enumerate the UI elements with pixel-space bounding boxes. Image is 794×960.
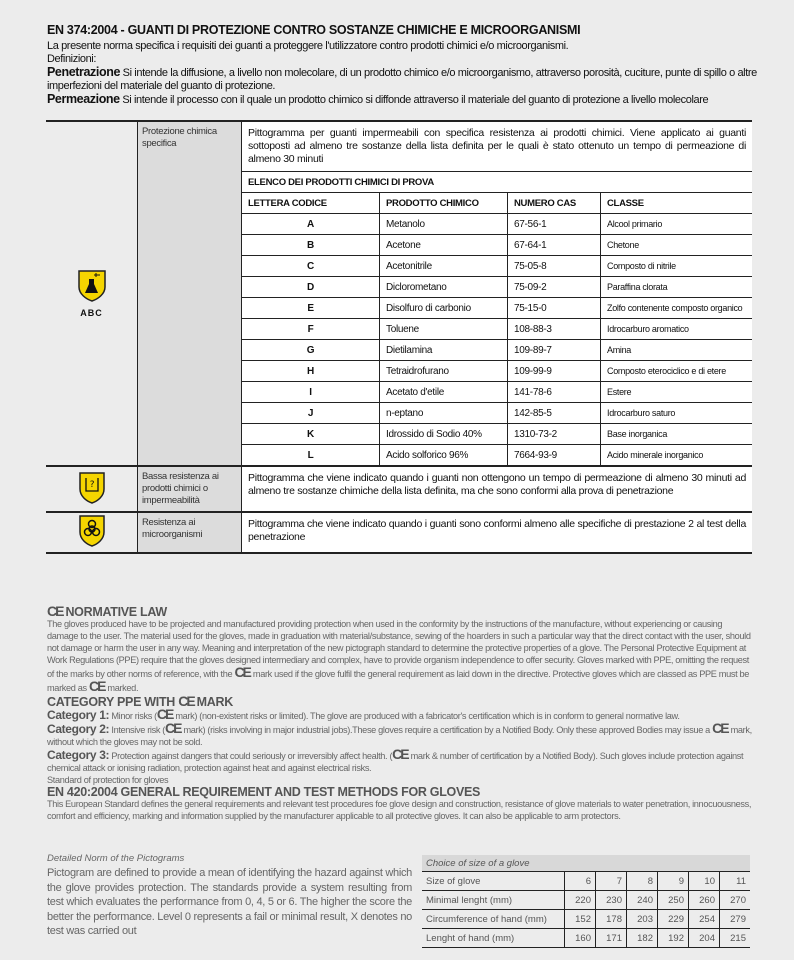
biohazard-shield-icon bbox=[78, 514, 106, 548]
chemical-name: Acetone bbox=[380, 235, 508, 256]
chemical-class: Estere bbox=[601, 382, 753, 403]
size-table-caption: Choice of size of a glove bbox=[422, 855, 750, 872]
chemical-name: Toluene bbox=[380, 319, 508, 340]
size-value: 230 bbox=[596, 891, 627, 910]
pictogram-row-microorganisms bbox=[46, 512, 752, 553]
category-label: Category 3: bbox=[47, 748, 110, 762]
size-value: 8 bbox=[627, 872, 658, 891]
size-row bbox=[422, 872, 750, 891]
en420-title: EN 420:2004 GENERAL REQUIREMENT AND TEST METHODS FOR GLOVES bbox=[47, 785, 481, 799]
code-letter: I bbox=[242, 382, 380, 403]
svg-text:?: ? bbox=[89, 479, 94, 490]
code-letter: J bbox=[242, 403, 380, 424]
chemical-name: n-eptano bbox=[380, 403, 508, 424]
cas-number: 142-85-5 bbox=[508, 403, 601, 424]
ce-mark-icon: CE bbox=[712, 720, 728, 736]
pictogram-description: Pittogramma che viene indicato quando i guanti sono conformi almeno alle specifiche di prestazione 2 al test della penetrazione bbox=[242, 512, 753, 553]
column-header: NUMERO CAS bbox=[508, 193, 601, 214]
normative-text-part: marked. bbox=[107, 683, 139, 693]
code-letter: B bbox=[242, 235, 380, 256]
chemical-row bbox=[242, 298, 752, 319]
normative-text bbox=[47, 618, 752, 694]
size-value: 204 bbox=[689, 929, 720, 948]
ce-mark-icon: CE bbox=[156, 706, 173, 722]
detail-section bbox=[47, 853, 412, 939]
pictogram-cell bbox=[46, 121, 138, 466]
size-value: 152 bbox=[565, 910, 596, 929]
normative-section bbox=[47, 605, 752, 822]
size-value: 250 bbox=[658, 891, 689, 910]
cas-number: 109-89-7 bbox=[508, 340, 601, 361]
size-value: 215 bbox=[720, 929, 751, 948]
size-value: 254 bbox=[689, 910, 720, 929]
definition-text: Si intende la diffusione, a livello non molecolare, di un prodotto chimico e/o microorganismo, attraverso porosità, cuciture, punte di spillo o altre imperfezioni del materiale del guanto di protezione. bbox=[47, 67, 757, 92]
size-value: 7 bbox=[596, 872, 627, 891]
size-value: 6 bbox=[565, 872, 596, 891]
column-header: CLASSE bbox=[601, 193, 753, 214]
chemical-name: Acetonitrile bbox=[380, 256, 508, 277]
ce-mark-icon: CE bbox=[234, 664, 250, 680]
pictogram-description: Pittogramma che viene indicato quando i guanti non ottengono un tempo di permeazione di almeno 30 minuti ad almeno tre sostanze chimiche della lista definita, ma che sono conformi alla prova di penetrazione bbox=[242, 466, 753, 512]
chemical-class: Paraffina clorata bbox=[601, 277, 753, 298]
chemical-class: Amina bbox=[601, 340, 753, 361]
size-value: 270 bbox=[720, 891, 751, 910]
beaker-question-shield-icon bbox=[78, 471, 106, 505]
chemical-name: Acido solforico 96% bbox=[380, 445, 508, 466]
size-value: 10 bbox=[689, 872, 720, 891]
category-title-text: MARK bbox=[196, 695, 233, 709]
definition-term: Permeazione bbox=[47, 92, 120, 106]
normative-text-part: mark used if the glove fulfil the general requirement as laid down in the directive. Protective gloves which are classed as PPE must be marked as bbox=[47, 669, 750, 693]
code-letter: K bbox=[242, 424, 380, 445]
pictogram-content bbox=[242, 121, 753, 466]
size-row bbox=[422, 910, 750, 929]
size-value: 178 bbox=[596, 910, 627, 929]
detail-title: Detailed Norm of the Pictograms bbox=[47, 853, 185, 864]
cas-number: 109-99-9 bbox=[508, 361, 601, 382]
chemical-row bbox=[242, 403, 752, 424]
normative-text-part: The gloves produced have to be projected and manufactured providing protection when used in the conformity by the instructions of the manufacture, without experiencing or causing damage to the user. The material used for the gloves, made in graduation with material/substance, sewing of the hoarders in such a particular way that the direct contact with the user, should not damage or harm the user in any way. Meaning and interpretation of the new pictograph standard to determine the protective properties of a glove. The Personal Protective Equipment at Work Regulations (PPE) require that the gloves designed intermediary and complex, have to provide organism independence to offer security. Gloves marked with PPE, omitting the request of the marks by other norms of reference, with the bbox=[47, 619, 751, 679]
pictogram-code-label: ABC bbox=[80, 308, 103, 318]
category-text: mark) (risks involving in major industrial jobs).These gloves require a certification by a Notified Body. Only these approved Bodies may issue a bbox=[183, 725, 710, 735]
category-1 bbox=[47, 708, 752, 722]
chemical-class: Alcool primario bbox=[601, 214, 753, 235]
size-row-label: Size of glove bbox=[422, 872, 565, 891]
chemical-flask-shield-icon bbox=[77, 269, 107, 303]
category-title-text: CATEGORY PPE WITH bbox=[47, 695, 176, 709]
chemical-row bbox=[242, 382, 752, 403]
chemical-row bbox=[242, 340, 752, 361]
category-text: mark, without which the gloves may not be sold. bbox=[47, 725, 752, 747]
code-letter: C bbox=[242, 256, 380, 277]
ce-mark-icon: CE bbox=[392, 746, 408, 762]
normative-title bbox=[47, 605, 752, 618]
pictogram-row-low-resistance bbox=[46, 466, 752, 512]
ce-mark-icon: CE bbox=[178, 693, 194, 709]
chemical-class: Acido minerale inorganico bbox=[601, 445, 753, 466]
category-text: mark & number of certification by a Notified Body). Such gloves include protection against chemical attack or ionising radiation, protection against heat and against electrical risks. bbox=[47, 751, 744, 773]
chemical-class: Composto di nitrile bbox=[601, 256, 753, 277]
chemical-name: Dietilamina bbox=[380, 340, 508, 361]
cas-number: 67-56-1 bbox=[508, 214, 601, 235]
size-value: 160 bbox=[565, 929, 596, 948]
size-row-label: Minimal lenght (mm) bbox=[422, 891, 565, 910]
cas-number: 141-78-6 bbox=[508, 382, 601, 403]
cas-number: 1310-73-2 bbox=[508, 424, 601, 445]
cas-number: 7664-93-9 bbox=[508, 445, 601, 466]
ce-mark-icon: CE bbox=[88, 678, 105, 694]
pictogram-description: Pittogramma per guanti impermeabili con specifica resistenza ai prodotti chimici. Viene applicato ai guanti sottoposti ad almeno tre sostanze della lista definita per le quali è stato ottenuto un tempo di permeazione di almeno 30 minuti bbox=[242, 122, 752, 171]
definition-text: Si intende il processo con il quale un prodotto chimico si diffonde attraverso il materiale del guanto di protezione a livello molecolare bbox=[122, 94, 709, 106]
header-section bbox=[47, 24, 767, 107]
chemical-class: Composto eterociclico e di etere bbox=[601, 361, 753, 382]
pictogram-cell bbox=[46, 466, 138, 512]
definition-penetrazione bbox=[47, 66, 767, 93]
chemical-row bbox=[242, 277, 752, 298]
category-label: Category 2: bbox=[47, 722, 110, 736]
pictogram-label: Protezione chimica specifica bbox=[138, 121, 242, 466]
definition-permeazione bbox=[47, 93, 767, 107]
size-value: 9 bbox=[658, 872, 689, 891]
standard-line: Standard of protection for gloves bbox=[47, 775, 169, 785]
chemical-row bbox=[242, 361, 752, 382]
size-row-label: Lenght of hand (mm) bbox=[422, 929, 565, 948]
intro-text: La presente norma specifica i requisiti dei guanti a proteggere l'utilizzatore contro prodotti chimici e/o microorganismi. bbox=[47, 40, 569, 52]
pictogram-cell bbox=[46, 512, 138, 553]
chemical-name: Acetato d'etile bbox=[380, 382, 508, 403]
category-label: Category 1: bbox=[47, 708, 110, 722]
size-value: 279 bbox=[720, 910, 751, 929]
chemical-class: Zolfo contenente composto organico bbox=[601, 298, 753, 319]
pictogram-label: Bassa resistenza ai prodotti chimici o impermeabilità bbox=[138, 466, 242, 512]
category-title bbox=[47, 695, 752, 708]
chemical-class: Base inorganica bbox=[601, 424, 753, 445]
code-letter: E bbox=[242, 298, 380, 319]
code-letter: L bbox=[242, 445, 380, 466]
definitions-label: Definizioni: bbox=[47, 53, 97, 65]
cas-number: 108-88-3 bbox=[508, 319, 601, 340]
code-letter: H bbox=[242, 361, 380, 382]
category-text: Protection against dangers that could seriously or irreversibly affect health. ( bbox=[111, 751, 393, 761]
cas-number: 67-64-1 bbox=[508, 235, 601, 256]
chemical-name: Metanolo bbox=[380, 214, 508, 235]
chemicals-header-row bbox=[242, 193, 752, 214]
category-text: Minor risks ( bbox=[111, 711, 157, 721]
chemical-name: Tetraidrofurano bbox=[380, 361, 508, 382]
cas-number: 75-05-8 bbox=[508, 256, 601, 277]
pictogram-label: Resistenza ai microorganismi bbox=[138, 512, 242, 553]
en420-text: This European Standard defines the general requirements and relevant test procedures foe glove design and construction, resistance of glove materials to water penetration, innocuousness, comfort and efficiency, marking and information supplied by the manufacturer applicable to all protective gloves. It can also be applicable to arm protectors. bbox=[47, 799, 752, 821]
ce-mark-icon: CE bbox=[47, 603, 63, 619]
size-value: 192 bbox=[658, 929, 689, 948]
chemical-class: Idrocarburo saturo bbox=[601, 403, 753, 424]
definition-term: Penetrazione bbox=[47, 65, 121, 79]
code-letter: G bbox=[242, 340, 380, 361]
size-value: 229 bbox=[658, 910, 689, 929]
detail-text: Pictogram are defined to provide a mean of identifying the hazard against which the glove provides protection. The standards provide a system resulting from test which evaluates the performance from 0, 4, 5 or 6. The higher the score the better the performance. Level 0 represents a fail or minimal result, X denotes no test was carried out bbox=[47, 867, 412, 937]
size-value: 182 bbox=[627, 929, 658, 948]
size-value: 11 bbox=[720, 872, 751, 891]
page-title: EN 374:2004 - GUANTI DI PROTEZIONE CONTRO SOSTANZE CHIMICHE E MICROORGANISMI bbox=[47, 23, 581, 37]
size-table bbox=[422, 855, 750, 948]
size-row bbox=[422, 929, 750, 948]
chemical-class: Idrocarburo aromatico bbox=[601, 319, 753, 340]
chemical-name: Disolfuro di carbonio bbox=[380, 298, 508, 319]
category-2 bbox=[47, 722, 752, 748]
chemical-name: Idrossido di Sodio 40% bbox=[380, 424, 508, 445]
size-value: 260 bbox=[689, 891, 720, 910]
size-value: 240 bbox=[627, 891, 658, 910]
chemicals-table bbox=[242, 171, 752, 465]
chemical-row bbox=[242, 445, 752, 466]
category-text: Intensive risk ( bbox=[111, 725, 166, 735]
pictogram-table bbox=[46, 120, 752, 554]
category-3 bbox=[47, 748, 752, 774]
code-letter: A bbox=[242, 214, 380, 235]
ce-mark-icon: CE bbox=[165, 720, 181, 736]
chemical-name: Diclorometano bbox=[380, 277, 508, 298]
category-text: mark) (non-existent risks or limited). The glove are produced with a fabricator's certification which is in conform to general normative law. bbox=[175, 711, 680, 721]
chemical-row bbox=[242, 256, 752, 277]
chemical-row bbox=[242, 319, 752, 340]
chemical-class: Chetone bbox=[601, 235, 753, 256]
normative-title-text: NORMATIVE LAW bbox=[65, 605, 167, 619]
column-header: LETTERA CODICE bbox=[242, 193, 380, 214]
chemicals-title: ELENCO DEI PRODOTTI CHIMICI DI PROVA bbox=[242, 172, 752, 193]
size-row bbox=[422, 891, 750, 910]
cas-number: 75-15-0 bbox=[508, 298, 601, 319]
chemical-row bbox=[242, 424, 752, 445]
chemical-row bbox=[242, 214, 752, 235]
code-letter: F bbox=[242, 319, 380, 340]
cas-number: 75-09-2 bbox=[508, 277, 601, 298]
size-value: 220 bbox=[565, 891, 596, 910]
size-value: 203 bbox=[627, 910, 658, 929]
code-letter: D bbox=[242, 277, 380, 298]
pictogram-row-chemical bbox=[46, 121, 752, 466]
column-header: PRODOTTO CHIMICO bbox=[380, 193, 508, 214]
size-value: 171 bbox=[596, 929, 627, 948]
size-row-label: Circumference of hand (mm) bbox=[422, 910, 565, 929]
chemical-row bbox=[242, 235, 752, 256]
